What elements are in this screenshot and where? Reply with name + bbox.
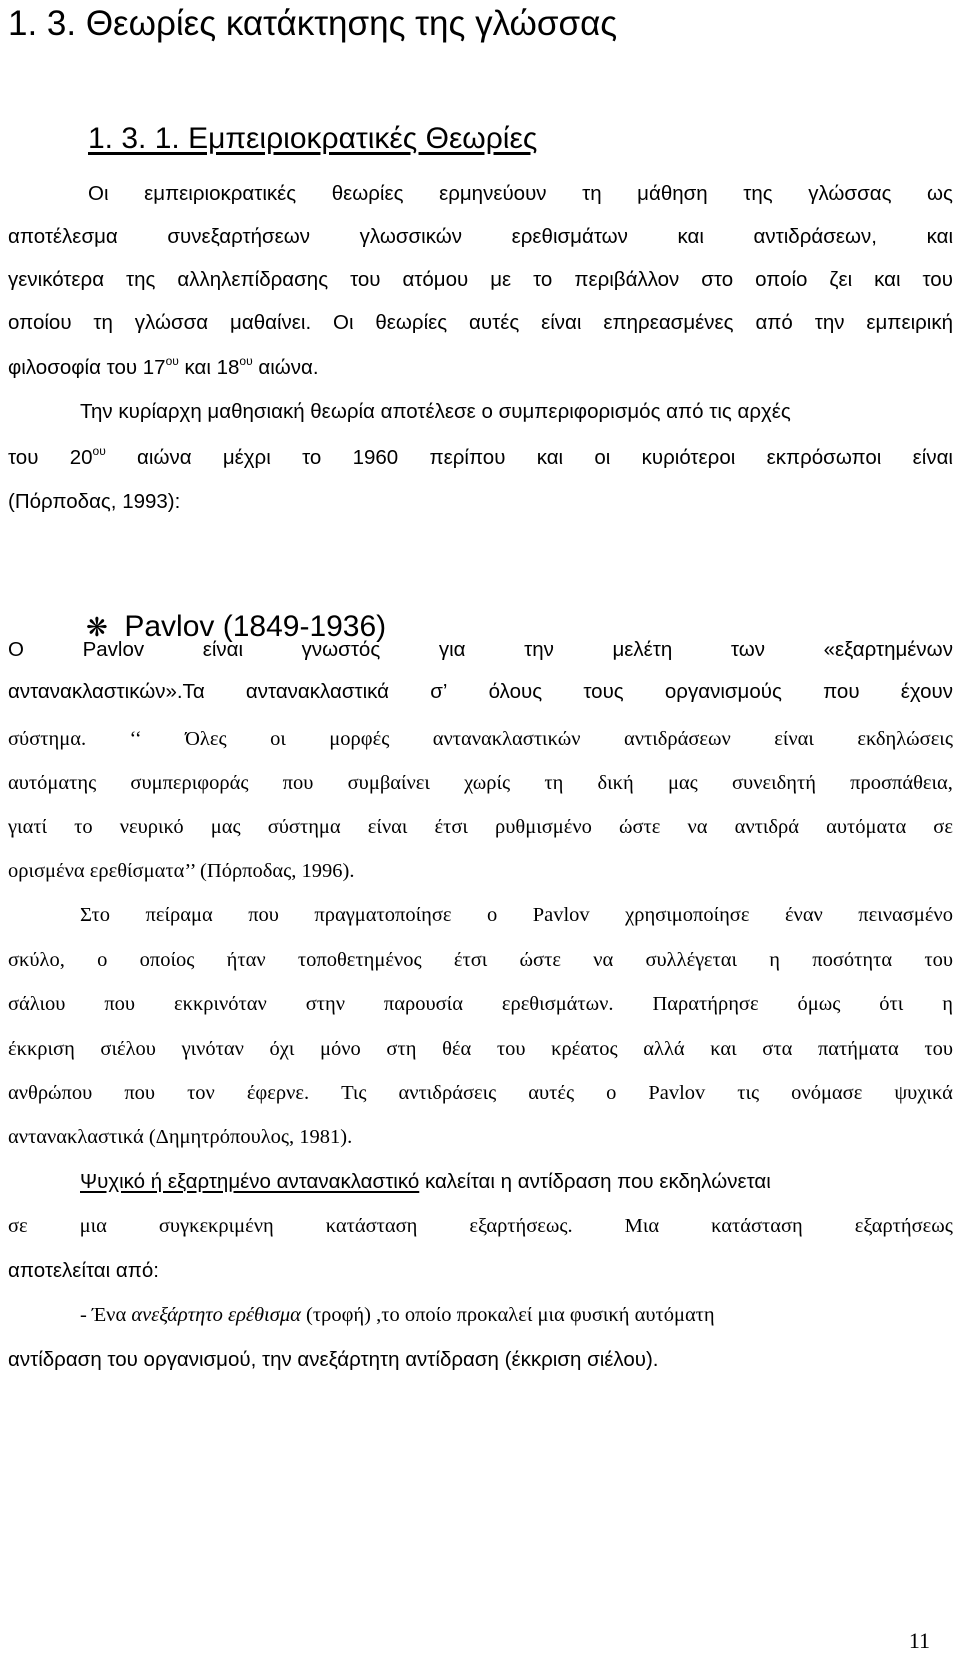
word: ποσότητα	[812, 949, 893, 971]
word: εκπρόσωποι	[766, 446, 882, 469]
word: να	[687, 816, 708, 838]
word: του	[924, 1038, 953, 1060]
word: είναι	[541, 311, 582, 334]
word: στην	[305, 993, 345, 1015]
word: αυτόματα	[826, 816, 907, 838]
para1-line2	[8, 225, 953, 249]
word: σ’	[430, 680, 448, 703]
word: σε	[933, 816, 953, 838]
word: μορφές	[329, 728, 390, 750]
para4-line3	[8, 992, 953, 1016]
word: είναι	[202, 638, 244, 661]
word: του	[924, 949, 953, 971]
word: ‘‘	[129, 728, 142, 750]
word: θεωρίες	[331, 182, 404, 205]
para5-line4-a: - Ένα	[80, 1304, 132, 1326]
word: να	[593, 949, 614, 971]
word: την	[524, 638, 554, 661]
word: είναι	[367, 816, 408, 838]
word: Pavlov	[532, 904, 590, 926]
word: είναι	[774, 728, 814, 750]
word: που	[823, 680, 860, 703]
word: σκύλο,	[8, 949, 65, 971]
word: εξαρτήσεως	[854, 1215, 953, 1237]
para1-line5-b: και 18	[178, 356, 240, 379]
word: μαθαίνει.	[230, 311, 312, 334]
word: του	[496, 1038, 526, 1060]
word: επηρεασμένες	[603, 311, 734, 334]
para4-line2	[8, 948, 953, 972]
word: συμπεριφοράς	[130, 772, 249, 794]
para5-line4-b: (τροφή) ,το οποίο προκαλεί μια φυσική αυτόματη	[300, 1304, 715, 1326]
word: γιατί	[8, 816, 48, 838]
word: έτσι	[453, 949, 488, 971]
para2-line2-ordinal	[70, 446, 106, 470]
word: αντανακλαστικών	[432, 728, 581, 750]
ordinal-suffix: ου	[165, 354, 179, 368]
word: μας	[667, 772, 698, 794]
word: μας	[210, 816, 241, 838]
word: ώστε	[519, 949, 561, 971]
century-number: 20	[69, 446, 93, 469]
word: είναι	[912, 446, 953, 469]
word: αλλά	[643, 1038, 685, 1060]
word: που	[248, 904, 279, 926]
word: γλώσσας	[808, 182, 892, 205]
word: έχουν	[900, 680, 953, 703]
word: οργανισμούς	[664, 680, 782, 703]
word: συνειδητή	[732, 772, 816, 794]
para1-line5	[8, 356, 953, 380]
para4-line5	[8, 1081, 953, 1105]
word: με	[490, 268, 512, 291]
word: μόνο	[320, 1038, 361, 1060]
word: την	[814, 311, 845, 334]
word: στο	[701, 268, 734, 291]
word: Ο	[8, 638, 24, 661]
word: όμως	[797, 993, 841, 1015]
word: συμβαίνει	[347, 772, 430, 794]
word: ώστε	[619, 816, 661, 838]
para3-line3	[8, 727, 953, 751]
word: προσπάθεια,	[850, 772, 953, 794]
para2-line2-first: του	[8, 446, 39, 469]
para1-line3	[8, 268, 953, 292]
word: σάλιου	[8, 993, 66, 1015]
word: ρυθμισμένο	[495, 816, 592, 838]
word: και	[874, 268, 901, 291]
word: θεωρίες	[375, 311, 448, 334]
word: πραγματοποίησε	[314, 904, 452, 926]
word: ο	[97, 949, 108, 971]
word: πείραμα	[145, 904, 213, 926]
word: εμπειρική	[866, 311, 953, 334]
word: και	[677, 225, 704, 248]
word: Τις	[341, 1082, 367, 1104]
word: κατάσταση	[711, 1215, 803, 1237]
page-number: 11	[908, 1628, 930, 1653]
word: ανθρώπου	[8, 1082, 93, 1104]
word: ερμηνεύουν	[439, 182, 547, 205]
word: συγκεκριμένη	[158, 1215, 274, 1237]
word: ονόμασε	[791, 1082, 863, 1104]
word: αντιδράσεις	[398, 1082, 497, 1104]
word: η	[769, 949, 780, 971]
word: ατόμου	[402, 268, 469, 291]
word: σύστημα	[267, 816, 341, 838]
word: εκκρινόταν	[174, 993, 267, 1015]
word: τους	[583, 680, 624, 703]
word: όλους	[488, 680, 543, 703]
word: εκδηλώσεις	[857, 728, 953, 750]
word: στα	[762, 1038, 793, 1060]
word: και	[926, 225, 953, 248]
word: αυτόματης	[8, 772, 97, 794]
word: τοποθετημένος	[297, 949, 422, 971]
word: ερεθισμάτων	[511, 225, 628, 248]
word: τον	[187, 1082, 215, 1104]
word: συνεξαρτήσεων	[167, 225, 311, 248]
word: ερεθισμάτων.	[501, 993, 614, 1015]
word: Pavlov	[648, 1082, 706, 1104]
word: παρουσία	[383, 993, 463, 1015]
word: αλληλεπίδρασης	[177, 268, 329, 291]
word: που	[124, 1082, 156, 1104]
word: οι	[270, 728, 286, 750]
word: έκκριση	[8, 1038, 75, 1060]
para5-line3: αποτελείται από:	[8, 1259, 159, 1282]
para3-line1	[8, 638, 953, 662]
word: από	[755, 311, 793, 334]
para1-line5-c: αιώνα.	[252, 356, 319, 379]
word: περίπου	[429, 446, 506, 469]
word: νευρικό	[119, 816, 184, 838]
para4-line1	[80, 903, 953, 927]
word: θέα	[442, 1038, 472, 1060]
word: αντιδράσεων,	[753, 225, 877, 248]
word: έναν	[784, 904, 823, 926]
word: πεινασμένο	[858, 904, 953, 926]
word: αποτέλεσμα	[8, 225, 118, 248]
word: αντανακλαστικά	[245, 680, 389, 703]
para3-line6: ορισμένα ερεθίσματα’’ (Πόρποδας, 1996).	[8, 860, 355, 882]
word: περιβάλλον	[574, 268, 680, 291]
word: αντιδρά	[734, 816, 799, 838]
word: Παρατήρησε	[652, 993, 759, 1015]
word: χρησιμοποίησε	[625, 904, 750, 926]
word: και	[710, 1038, 737, 1060]
para5-line1-rest: καλείται η αντίδραση που εκδηλώνεται	[419, 1170, 771, 1193]
ordinal-suffix: ου	[92, 444, 106, 458]
word: οποίο	[755, 268, 808, 291]
word: οποίου	[8, 311, 72, 334]
para2-line2	[8, 446, 953, 470]
pavlov-heading-text: Pavlov (1849-1936)	[124, 610, 387, 643]
para5-line4	[80, 1303, 960, 1327]
word: μια	[79, 1215, 107, 1237]
word: δική	[597, 772, 634, 794]
word: το	[74, 816, 93, 838]
word: ψυχικά	[894, 1082, 953, 1104]
para3-line2	[8, 680, 953, 704]
word: ζει	[829, 268, 853, 291]
word: συλλέγεται	[645, 949, 737, 971]
para1-line5-a: φιλοσοφία του 17	[8, 356, 166, 379]
word: ο	[606, 1082, 617, 1104]
word: 1960	[352, 446, 399, 469]
word: γλωσσικών	[359, 225, 462, 248]
word: αντανακλαστικών».Τα	[8, 680, 205, 703]
section-heading: 1. 3. Θεωρίες κατάκτησης της γλώσσας	[8, 4, 618, 43]
word: κρέατος	[551, 1038, 618, 1060]
para5-line1	[80, 1170, 953, 1194]
word: που	[104, 993, 136, 1015]
word: Pavlov	[82, 638, 145, 661]
word: τη	[93, 311, 113, 334]
word: Οι	[333, 311, 354, 334]
word: του	[350, 268, 381, 291]
word: όχι	[269, 1038, 295, 1060]
para1-line1	[88, 182, 953, 206]
word: της	[126, 268, 156, 291]
word: μελέτη	[612, 638, 673, 661]
word: του	[922, 268, 953, 291]
word: τη	[544, 772, 564, 794]
word: αυτές	[528, 1082, 575, 1104]
word: οι	[594, 446, 611, 469]
word: το	[302, 446, 322, 469]
word: της	[743, 182, 773, 205]
para5-line2	[8, 1214, 953, 1238]
word: γενικότερα	[8, 268, 105, 291]
word: Οι	[88, 182, 109, 205]
para5-line5: αντίδραση του οργανισμού, την ανεξάρτητη αντίδραση (έκκριση σιέλου).	[8, 1348, 659, 1371]
word: αυτές	[469, 311, 520, 334]
word: γινόταν	[181, 1038, 244, 1060]
word: πατήματα	[817, 1038, 899, 1060]
word: ο	[486, 904, 498, 926]
word: το	[533, 268, 553, 291]
word: Μια	[624, 1215, 660, 1237]
para1-line4	[8, 311, 953, 335]
word: εμπειριοκρατικές	[144, 182, 297, 205]
word: αντιδράσεων	[623, 728, 731, 750]
word: ήταν	[226, 949, 266, 971]
para4-line4	[8, 1037, 953, 1061]
word: κυριότεροι	[641, 446, 736, 469]
word: έφερνε.	[246, 1082, 310, 1104]
word: τις	[737, 1082, 760, 1104]
ordinal-suffix: ου	[239, 354, 253, 368]
word: κατάσταση	[325, 1215, 418, 1237]
word: γλώσσα	[134, 311, 209, 334]
word: μάθηση	[637, 182, 708, 205]
word: έτσι	[434, 816, 468, 838]
word: Όλες	[185, 728, 227, 750]
word: ότι	[879, 993, 904, 1015]
word: χωρίς	[464, 772, 511, 794]
word: και	[536, 446, 564, 469]
para4-line6: αντανακλαστικά (Δημητρόπουλος, 1981).	[8, 1126, 353, 1148]
word: εξαρτήσεως.	[469, 1215, 573, 1237]
para3-line5	[8, 815, 953, 839]
word: γνωστός	[301, 638, 381, 661]
para2-line3: (Πόρποδας, 1993):	[8, 490, 181, 513]
word: αιώνα	[137, 446, 192, 469]
word: «εξαρτημένων	[823, 638, 953, 661]
word: Στο	[80, 904, 111, 926]
italic-term: ανεξάρτητο ερέθισμα	[131, 1304, 301, 1326]
word: η	[942, 993, 953, 1015]
word: ως	[927, 182, 953, 205]
word: για	[438, 638, 466, 661]
word: σύστημα.	[8, 728, 87, 750]
word: των	[730, 638, 765, 661]
asterisk-bullet-icon: ❋	[86, 612, 108, 642]
word: στη	[386, 1038, 417, 1060]
word: μέχρι	[222, 446, 271, 469]
word: τη	[582, 182, 602, 205]
word: οποίος	[139, 949, 195, 971]
term-underlined: Ψυχικό ή εξαρτημένο αντανακλαστικό	[80, 1170, 420, 1193]
para2-line1: Την κυρίαρχη μαθησιακή θεωρία αποτέλεσε ο συμπεριφορισμός από τις αρχές	[80, 400, 791, 423]
word: σιέλου	[100, 1038, 156, 1060]
word: που	[282, 772, 314, 794]
word: σε	[8, 1215, 28, 1237]
para3-line4	[8, 771, 953, 795]
subsection-heading: 1. 3. 1. Εμπειριοκρατικές Θεωρίες	[88, 122, 538, 155]
